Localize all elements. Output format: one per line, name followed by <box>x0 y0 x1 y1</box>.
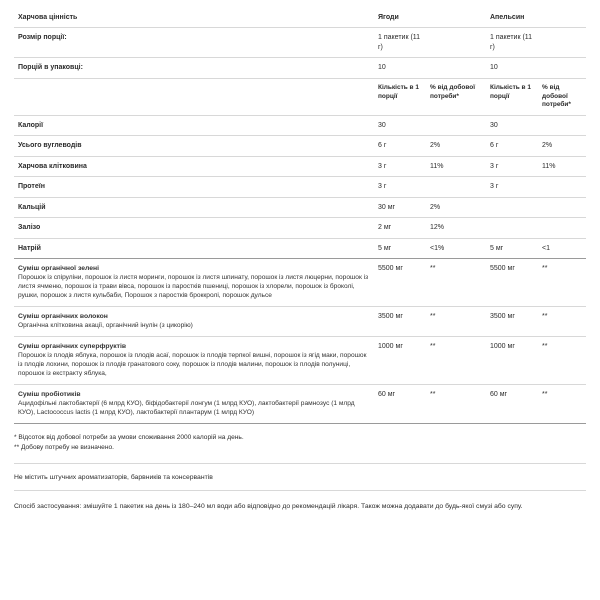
table-row-servings-per-container <box>14 58 586 78</box>
nutrient-dv-a: <1% <box>426 238 486 258</box>
blend-dv-b: ** <box>538 306 586 336</box>
nutrient-amount-b: 3 г <box>486 177 538 197</box>
table-row <box>14 136 586 156</box>
nutrient-amount-b: 6 г <box>486 136 538 156</box>
table-row <box>14 197 586 217</box>
blend-title: Суміш органічних суперфруктів <box>18 343 127 351</box>
row-dv-a <box>426 58 486 78</box>
column-header-spacer <box>14 78 374 115</box>
nutrient-dv-a: 11% <box>426 156 486 176</box>
nutrient-dv-a: 12% <box>426 218 486 238</box>
directions-text: Спосіб застосування: змішуйте 1 пакетик на день із 180–240 мл води або відповідно до рекомендацій лікаря. Також можна додавати до будь-якої смузі або супу. <box>14 502 523 510</box>
blend-dv-b: ** <box>538 384 586 423</box>
nutrient-amount-a: 5 мг <box>374 238 426 258</box>
nutrient-amount-a: 30 <box>374 116 426 136</box>
free-from-statement: Не містить штучних ароматизаторів, барвників та консервантів <box>14 473 213 481</box>
footnotes <box>14 433 586 454</box>
nutrient-amount-a: 6 г <box>374 136 426 156</box>
blend-amount-a: 5500 мг <box>374 259 426 307</box>
nutrient-dv-b <box>538 116 586 136</box>
nutrient-label: Протеїн <box>14 177 374 197</box>
product-column-orange: Апельсин <box>486 8 538 28</box>
footnote-daily-value: * Відсоток від добової потреби за умови споживання 2000 калорій на день. <box>14 433 244 441</box>
table-column-headers-row <box>14 78 586 115</box>
blend-text: Порошок із плодів яблука, порошок із плодів асаї, порошок із плодів терпкої вишні, порошок із ягід маки, порошок із плодів лохини, порошок із плодів гранатового соку, порошок із плодів малини, порошок із плодів полуниці, порошок із екстракту яблука, <box>18 352 367 377</box>
column-header-amount-b: Кількість в 1 порції <box>486 78 538 115</box>
blend-amount-b: 5500 мг <box>486 259 538 307</box>
row-value-b: 10 <box>486 58 538 78</box>
column-header-dv-b: % від добової потреби* <box>538 78 586 115</box>
blend-description <box>14 384 374 423</box>
column-header-dv-a: % від добової потреби* <box>426 78 486 115</box>
nutrient-amount-a: 30 мг <box>374 197 426 217</box>
blend-text: Ацидофільні лактобактерії (6 млрд КУО), біфідобактерії лонгум (1 млрд КУО), лактобактерії рамнозус (1 млрд КУО), Lactococcus lactis (1 млрд КУО), лактобактерії плантарум (1 млрд КУО) <box>18 400 355 416</box>
nutrient-amount-b <box>486 218 538 238</box>
nutrient-amount-a: 3 г <box>374 156 426 176</box>
blend-title: Суміш органічних волокон <box>18 312 108 320</box>
nutrient-amount-b: 3 г <box>486 156 538 176</box>
nutrition-table <box>14 8 586 424</box>
nutrient-label: Кальцій <box>14 197 374 217</box>
blend-dv-b: ** <box>538 259 586 307</box>
blend-amount-b: 3500 мг <box>486 306 538 336</box>
blend-title: Суміш органічної зелені <box>18 265 100 273</box>
table-row <box>14 177 586 197</box>
product-column-orange-spacer <box>426 8 486 28</box>
nutrient-dv-b: <1 <box>538 238 586 258</box>
blend-title: Суміш пробіотиків <box>18 390 81 398</box>
nutrient-dv-a <box>426 116 486 136</box>
blend-amount-a: 3500 мг <box>374 306 426 336</box>
blend-description <box>14 259 374 307</box>
blend-dv-a: ** <box>426 384 486 423</box>
table-row-serving-size <box>14 28 586 58</box>
table-header-row <box>14 8 586 28</box>
nutrient-dv-b <box>538 218 586 238</box>
header-spacer <box>538 8 586 28</box>
table-row <box>14 238 586 258</box>
blend-amount-b: 60 мг <box>486 384 538 423</box>
blend-dv-b: ** <box>538 337 586 385</box>
blend-description <box>14 306 374 336</box>
nutrient-dv-b: 2% <box>538 136 586 156</box>
nutrient-amount-b: 30 <box>486 116 538 136</box>
nutrient-label: Калорії <box>14 116 374 136</box>
nutrient-dv-b <box>538 197 586 217</box>
nutrient-dv-a: 2% <box>426 197 486 217</box>
row-value-a: 1 пакетик (11 г) <box>374 28 426 58</box>
row-dv-a <box>426 28 486 58</box>
nutrient-label: Натрій <box>14 238 374 258</box>
nutrient-dv-b: 11% <box>538 156 586 176</box>
table-row <box>14 156 586 176</box>
table-title: Харчова цінність <box>14 8 374 28</box>
nutrient-label: Залізо <box>14 218 374 238</box>
blend-amount-b: 1000 мг <box>486 337 538 385</box>
nutrient-dv-a <box>426 177 486 197</box>
table-row <box>14 218 586 238</box>
table-row-blend <box>14 384 586 423</box>
row-dv-b <box>538 58 586 78</box>
nutrient-amount-b <box>486 197 538 217</box>
footnote-not-established: ** Добову потребу не визначено. <box>14 444 114 452</box>
nutrient-amount-b: 5 мг <box>486 238 538 258</box>
nutrient-amount-a: 3 г <box>374 177 426 197</box>
row-dv-b <box>538 28 586 58</box>
nutrient-amount-a: 2 мг <box>374 218 426 238</box>
table-row-blend <box>14 306 586 336</box>
divider <box>14 463 586 464</box>
table-row-blend <box>14 259 586 307</box>
nutrient-label: Усього вуглеводів <box>14 136 374 156</box>
blend-text: Порошок із спіруліни, порошок із листя моринги, порошок із листя шпинату, порошок із листя люцерни, порошок із листя ячменю, порошок із трави вівса, порошок із паростків пшениці, порошок із хлорели, порошок із броколі, рушки, порошок з листя кульбаби, Порошок з паростків броккролі, порошок дульсе <box>18 274 369 300</box>
nutrient-label: Харчова клітковина <box>14 156 374 176</box>
nutrient-dv-b <box>538 177 586 197</box>
blend-dv-a: ** <box>426 306 486 336</box>
blend-dv-a: ** <box>426 337 486 385</box>
row-label: Порцій в упаковці: <box>14 58 374 78</box>
product-column-berries: Ягоди <box>374 8 426 28</box>
blend-description <box>14 337 374 385</box>
row-label: Розмір порції: <box>14 28 374 58</box>
column-header-amount-a: Кількість в 1 порції <box>374 78 426 115</box>
divider <box>14 490 586 491</box>
row-value-b: 1 пакетик (11 г) <box>486 28 538 58</box>
blend-amount-a: 60 мг <box>374 384 426 423</box>
table-row <box>14 116 586 136</box>
blend-text: Органічна клітковина акації, органічний інулін (з цикорію) <box>18 322 193 330</box>
blend-dv-a: ** <box>426 259 486 307</box>
nutrient-dv-a: 2% <box>426 136 486 156</box>
table-row-blend <box>14 337 586 385</box>
row-value-a: 10 <box>374 58 426 78</box>
blend-amount-a: 1000 мг <box>374 337 426 385</box>
